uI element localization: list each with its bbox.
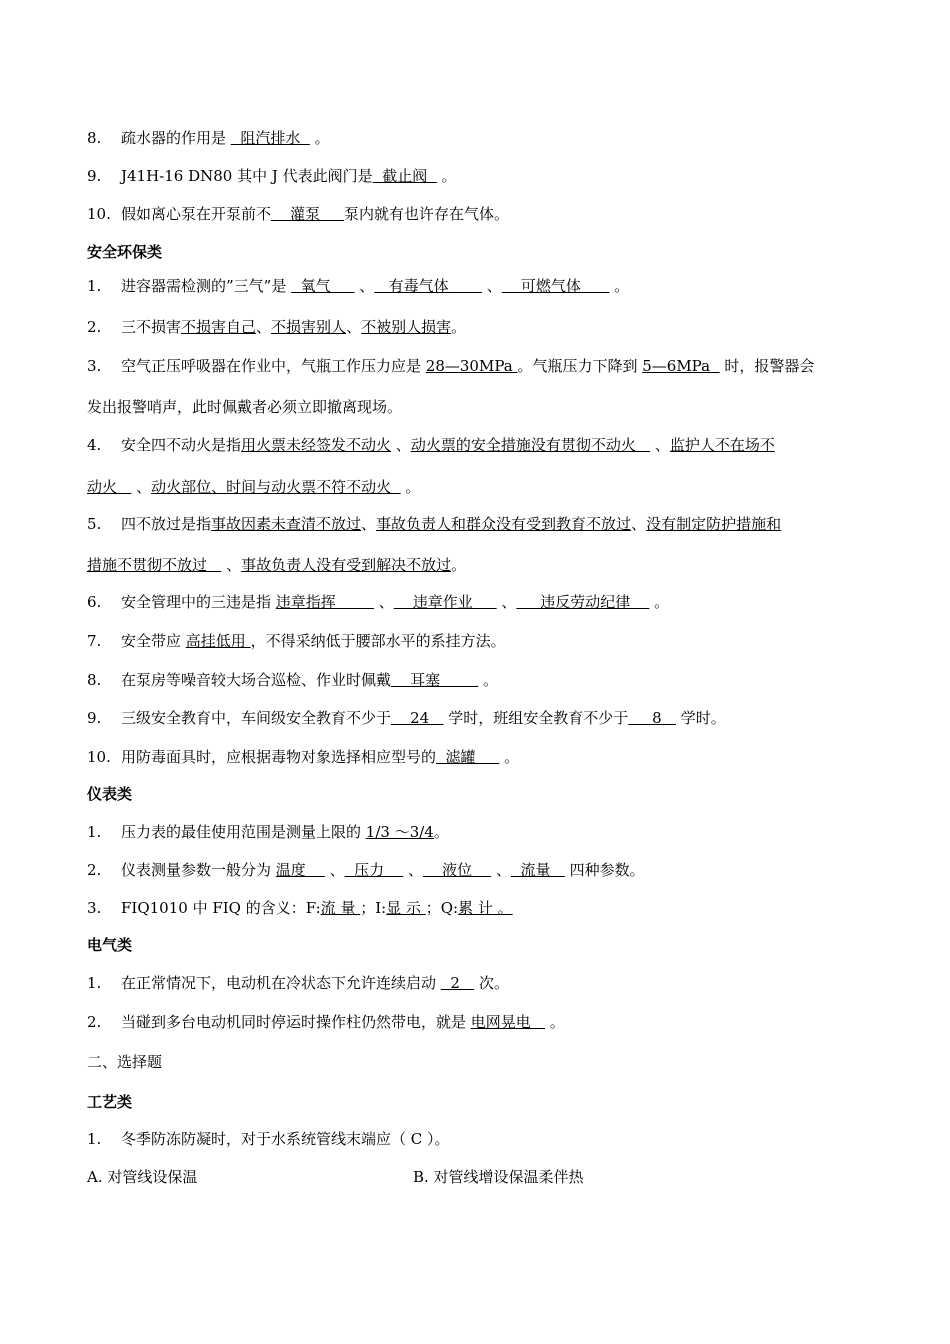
question-instrument-3: 3. FIQ1010 中 FIQ 的含义：F:流 量 ；I:显 示 ；Q:累 计 。 — [87, 899, 513, 917]
answer-blank: 滤罐 — [436, 748, 500, 766]
question-safety-3: 3. 空气正压呼吸器在作业中，气瓶工作压力应是 28—30MPa 。气瓶压力下降到 5—6MPa 时，报警器会 — [87, 357, 815, 375]
answer-blank: 高挂低用 — [185, 632, 251, 650]
question-instrument-1: 1. 压力表的最佳使用范围是测量上限的 1/3 ～3/4。 — [87, 823, 449, 841]
answer-blank: 不被别人损害 — [361, 318, 452, 336]
answer-blank: 不损害自己 — [181, 318, 257, 336]
answer-blank: 监护人不在场不 — [669, 436, 775, 454]
answer-blank: 累 计 。 — [458, 899, 513, 917]
question-process-8: 8. 疏水器的作用是 阻汽排水 。 — [87, 129, 330, 147]
section-title-choice: 二、选择题 — [87, 1053, 163, 1071]
question-safety-5: 5. 四不放过是指事故因素未查清不放过、事故负责人和群众没有受到教育不放过、没有制定防护措施和 — [87, 515, 782, 533]
question-safety-10: 10. 用防毒面具时，应根据毒物对象选择相应型号的 滤罐 。 — [87, 748, 520, 766]
question-safety-2: 2. 三不损害不损害自己、不损害别人、不被别人损害。 — [87, 318, 467, 336]
question-electric-1: 1. 在正常情况下，电动机在冷状态下允许连续启动 2 次。 — [87, 974, 509, 992]
question-safety-4: 4. 安全四不动火是指用火票未经签发不动火 、动火票的安全措施没有贯彻不动火 、监护人不在场不 — [87, 436, 775, 454]
answer-blank: 8 — [628, 709, 676, 727]
answer-blank: 流量 — [510, 861, 565, 879]
question-instrument-2: 2. 仪表测量参数一般分为 温度 、 压力 、 液位 、 流量 四种参数。 — [87, 861, 645, 879]
question-electric-2: 2. 当碰到多台电动机同时停运时操作柱仍然带电，就是 电网晃电 。 — [87, 1013, 565, 1031]
answer-blank: 耳塞 — [391, 671, 479, 689]
option-b: B. 对管线增设保温柔伴热 — [413, 1168, 584, 1186]
answer-blank: 温度 — [275, 861, 325, 879]
question-safety-7: 7. 安全带应 高挂低用 ，不得采纳低于腰部水平的系挂方法。 — [87, 632, 506, 650]
section-heading-process: 工艺类 — [87, 1093, 133, 1111]
question-safety-6: 6. 安全管理中的三违是指 违章指挥 、 违章作业 、 违反劳动纪律 。 — [87, 593, 670, 611]
answer-blank: 压力 — [344, 861, 404, 879]
question-safety-8: 8. 在泵房等噪音较大场合巡检、作业时佩戴 耳塞 。 — [87, 671, 499, 689]
answer-blank: 违章作业 — [393, 593, 497, 611]
section-heading-instrument: 仪表类 — [87, 785, 133, 803]
answer-blank: 5—6MPa — [642, 357, 720, 375]
answer-blank: 用火票未经签发不动火 — [241, 436, 392, 454]
answer-blank: 动火部位、时间与动火票不符不动火 — [151, 478, 401, 496]
answer-blank: 氧气 — [291, 277, 355, 295]
section-heading-electric: 电气类 — [87, 936, 133, 954]
answer-blank: 事故负责人没有受到解决不放过 — [241, 556, 452, 574]
answer-blank: 28—30MPa — [425, 357, 518, 375]
answer-blank: 动火 — [87, 478, 132, 496]
answer-blank: 液位 — [423, 861, 492, 879]
section-heading-safety: 安全环保类 — [87, 243, 163, 261]
question-process-10: 10. 假如离心泵在开泵前不 灌泵 泵内就有也许存在气体。 — [87, 205, 509, 223]
question-process-9: 9. J41H-16 DN80 其中 J 代表此阀门是 截止阀 。 — [87, 167, 457, 185]
answer-blank: 阻汽排水 — [230, 129, 310, 147]
answer-blank: 违章指挥 — [275, 593, 374, 611]
answer-blank: 事故因素未查清不放过 — [211, 515, 362, 533]
answer-blank: 灌泵 — [271, 205, 344, 223]
answer-blank: 1/3 ～3/4 — [365, 823, 434, 841]
answer-blank: 违反劳动纪律 — [516, 593, 650, 611]
question-safety-9: 9. 三级安全教育中，车间级安全教育不少于 24 学时，班组安全教育不少于 8 学时。 — [87, 709, 726, 727]
answer-blank: 动火票的安全措施没有贯彻不动火 — [410, 436, 651, 454]
answer-blank: 措施不贯彻不放过 — [87, 556, 222, 574]
question-safety-1: 1. 进容器需检测的”三气”是 氧气 、 有毒气体 、 可燃气体 。 — [87, 277, 630, 295]
answer-blank: 可燃气体 — [501, 277, 610, 295]
answer-blank: 24 — [391, 709, 444, 727]
question-safety-4-continued: 动火 、动火部位、时间与动火票不符不动火 。 — [87, 478, 421, 496]
answer-blank: 显 示 — [386, 899, 426, 917]
answer-blank: 有毒气体 — [374, 277, 482, 295]
question-choice-1: 1. 冬季防冻防凝时，对于水系统管线末端应（ C ）。 — [87, 1130, 450, 1148]
question-safety-3-continued: 发出报警哨声，此时佩戴者必须立即撤离现场。 — [87, 398, 403, 416]
answer-blank: 不损害别人 — [271, 318, 347, 336]
question-safety-5-continued: 措施不贯彻不放过 、事故负责人没有受到解决不放过。 — [87, 556, 467, 574]
answer-blank: 截止阀 — [372, 167, 437, 185]
answer-blank: 电网晃电 — [470, 1013, 546, 1031]
option-a: A. 对管线设保温 — [87, 1168, 198, 1186]
answer-blank: 2 — [440, 974, 475, 992]
answer-blank: 没有制定防护措施和 — [646, 515, 782, 533]
answer-blank: 事故负责人和群众没有受到教育不放过 — [376, 515, 632, 533]
answer-blank: 流 量 — [320, 899, 361, 917]
